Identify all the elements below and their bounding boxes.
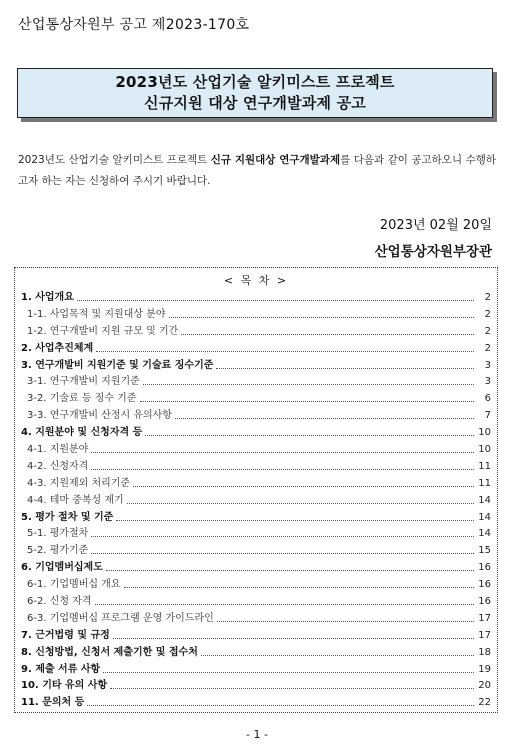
toc-entry-page: 17 <box>478 629 491 641</box>
toc-list <box>21 290 491 712</box>
toc-entry-label: 6-2. 신청 자격 <box>27 596 92 608</box>
toc-entry-label: 5. 평가 절차 및 기준 <box>21 511 114 523</box>
toc-entry <box>21 678 491 695</box>
toc-entry-label: 3-1. 연구개발비 지원기준 <box>27 376 140 388</box>
toc-entry-page: 10 <box>478 444 491 456</box>
toc-entry-label: 3-2. 기술료 등 징수 기준 <box>27 393 137 405</box>
page-number: - 1 - <box>246 728 268 741</box>
toc-entry-page: 16 <box>478 579 491 591</box>
toc-leader-dots <box>217 621 474 622</box>
toc-entry-label: 6-1. 기업멤버십 개요 <box>27 579 121 591</box>
toc-entry <box>21 695 491 712</box>
toc-leader-dots <box>95 604 474 605</box>
toc-entry-label: 3-3. 연구개발비 산정시 유의사항 <box>27 410 172 422</box>
toc-entry-page: 3 <box>484 359 491 371</box>
toc-leader-dots <box>96 351 474 352</box>
toc-entry-page: 16 <box>478 596 491 608</box>
toc-leader-dots <box>113 638 474 639</box>
toc-entry <box>21 459 491 476</box>
toc-entry <box>21 510 491 527</box>
toc-entry-label: 9. 제출 서류 사항 <box>21 663 101 675</box>
toc-entry <box>21 611 491 628</box>
toc-entry-label: 3. 연구개발비 지원기준 및 기술료 징수기준 <box>21 359 214 371</box>
toc-entry <box>21 543 491 560</box>
toc-entry-label: 8. 신청방법, 신청서 제출기한 및 접수처 <box>21 646 198 658</box>
toc-entry <box>21 560 491 577</box>
toc-leader-dots <box>87 705 474 706</box>
toc-leader-dots <box>103 672 474 673</box>
toc-entry-page: 19 <box>478 663 491 675</box>
toc-entry <box>21 341 491 358</box>
toc-entry-page: 2 <box>484 308 491 320</box>
toc-leader-dots <box>124 587 475 588</box>
toc-entry <box>21 442 491 459</box>
toc-entry <box>21 628 491 645</box>
toc-leader-dots <box>143 384 474 385</box>
toc-entry-page: 11 <box>478 477 491 489</box>
toc-entry-page: 2 <box>484 342 491 354</box>
toc-entry-label: 5-1. 평가절차 <box>27 528 89 540</box>
toc-entry <box>21 577 491 594</box>
title-line-2: 신규지원 대상 연구개발과제 공고 <box>144 94 366 112</box>
toc-entry-page: 11 <box>478 460 491 472</box>
toc-leader-dots <box>145 435 474 436</box>
toc-entry-label: 1-2. 연구개발비 지원 규모 및 기간 <box>27 325 179 337</box>
toc-entry-label: 6. 기업멤버십제도 <box>21 562 103 574</box>
toc-entry <box>21 526 491 543</box>
toc-leader-dots <box>140 401 474 402</box>
toc-entry-label: 11. 문의처 등 <box>21 697 85 709</box>
toc-entry-page: 2 <box>484 292 491 303</box>
toc-entry-label: 7. 근거법령 및 규정 <box>21 629 110 641</box>
toc-entry-label: 6-3. 기업멤버십 프로그램 운영 가이드라인 <box>27 612 214 624</box>
toc-entry-page: 6 <box>484 393 491 405</box>
toc-leader-dots <box>110 688 474 689</box>
toc-entry-page: 3 <box>484 376 491 388</box>
toc-entry-page: 22 <box>478 697 491 709</box>
toc-leader-dots <box>216 368 474 369</box>
toc-leader-dots <box>91 536 474 537</box>
toc-leader-dots <box>106 570 474 571</box>
toc-entry <box>21 307 491 324</box>
toc-heading: < 목 차 > <box>223 274 289 287</box>
toc-leader-dots <box>181 334 474 335</box>
toc-entry-label: 5-2. 평가기준 <box>27 545 89 557</box>
toc-entry-page: 15 <box>478 545 491 557</box>
table-of-contents <box>14 267 498 713</box>
toc-leader-dots <box>201 655 474 656</box>
toc-entry-label: 4-4. 테마 중복성 제기 <box>27 494 124 506</box>
toc-entry-label: 10. 기타 유의 사항 <box>21 680 108 692</box>
toc-entry-page: 20 <box>478 680 491 692</box>
title-line-1: 2023년도 산업기술 알키미스트 프로젝트 <box>115 73 395 91</box>
toc-entry-label: 4-3. 지원제외 처리기준 <box>27 477 131 489</box>
toc-entry-page: 14 <box>478 528 491 540</box>
intro-paragraph <box>18 150 496 192</box>
title-box <box>17 68 493 118</box>
toc-entry-page: 14 <box>478 511 491 523</box>
toc-entry <box>21 425 491 442</box>
toc-entry-page: 17 <box>478 612 491 624</box>
toc-leader-dots <box>175 418 474 419</box>
toc-leader-dots <box>169 317 475 318</box>
toc-leader-dots <box>77 300 474 301</box>
toc-leader-dots <box>116 520 474 521</box>
toc-entry-label: 4. 지원분야 및 신청자격 등 <box>21 427 143 439</box>
toc-leader-dots <box>127 503 474 504</box>
toc-entry <box>21 493 491 510</box>
intro-text-2: 를 다음과 같이 공고하오니 수행하고자 하는 자는 신청하여 주시기 바랍니다. <box>18 154 497 187</box>
intro-bold-text: 신규 지원대상 연구개발과제 <box>210 154 341 166</box>
intro-text-1: 2023년도 산업기술 알키미스트 프로젝트 <box>18 154 211 166</box>
toc-entry-label: 4-2. 신청자격 <box>27 460 89 472</box>
toc-entry-page: 14 <box>478 494 491 506</box>
notice-number: 산업통상자원부 공고 제2023-170호 <box>18 17 250 33</box>
toc-leader-dots <box>91 469 474 470</box>
toc-entry-label: 4-1. 지원분야 <box>27 444 89 456</box>
toc-entry-page: 7 <box>484 410 491 422</box>
notice-date: 2023년 02월 20일 <box>379 218 492 233</box>
toc-leader-dots <box>91 553 474 554</box>
toc-entry <box>21 476 491 493</box>
toc-leader-dots <box>133 486 474 487</box>
toc-entry <box>21 594 491 611</box>
toc-entry <box>21 324 491 341</box>
toc-entry-label: 2. 사업추진체계 <box>21 342 94 354</box>
toc-entry <box>21 645 491 662</box>
issuing-authority: 산업통상자원부장관 <box>374 244 492 260</box>
toc-entry-page: 10 <box>478 427 491 439</box>
toc-entry-page: 16 <box>478 562 491 574</box>
toc-entry-page: 18 <box>478 646 491 658</box>
toc-entry-label: 1-1. 사업목적 및 지원대상 분야 <box>27 308 166 320</box>
toc-entry <box>21 358 491 375</box>
toc-entry <box>21 408 491 425</box>
toc-entry-label: 1. 사업개요 <box>21 292 74 303</box>
toc-entry <box>21 290 491 307</box>
toc-entry <box>21 662 491 679</box>
toc-entry <box>21 374 491 391</box>
toc-entry <box>21 391 491 408</box>
toc-entry-page: 2 <box>484 325 491 337</box>
toc-leader-dots <box>91 452 474 453</box>
